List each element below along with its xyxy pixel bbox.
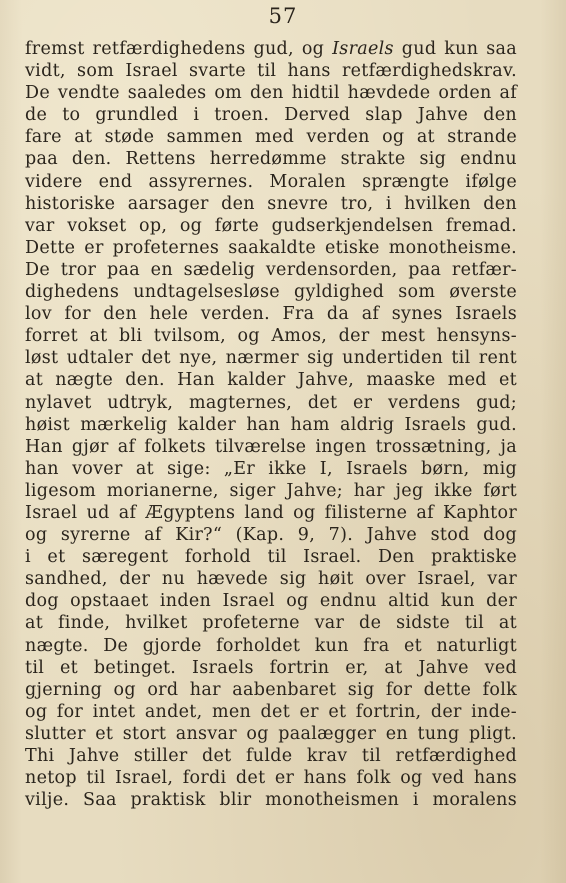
text-line: de to grundled i troen. Derved slap Jahve den <box>25 105 517 126</box>
text-line: løst udtaler det nye, nærmer sig undertiden til rent <box>25 348 517 369</box>
text-line: sandhed, der nu hævede sig høit over Israel, var <box>25 569 517 590</box>
text-line: at finde, hvilket profeterne var de sidste til at <box>25 613 517 634</box>
text-line: paa den. Rettens herredømme strakte sig endnu <box>25 149 517 170</box>
text-line: De tror paa en sædelig verdensorden, paa retfær- <box>25 259 517 280</box>
text-line: fare at støde sammen med verden og at strande <box>25 127 517 148</box>
text-line: vilje. Saa praktisk blir monotheismen i moralens <box>25 790 517 811</box>
text-fragment: fremst retfærdighedens gud, og <box>25 39 333 59</box>
text-line: vidt, som Israel svarte til hans retfærdighedskrav. <box>25 61 517 82</box>
text-line: netop til Israel, fordi det er hans folk og ved hans <box>25 768 517 789</box>
text-line: Israel ud af Ægyptens land og filisterne af Kaphtor <box>25 502 517 523</box>
text-line: De vendte saaledes om den hidtil hævdede orden af <box>25 83 517 104</box>
text-line: at nægte den. Han kalder Jahve, maaske med et <box>25 370 517 391</box>
text-line: Thi Jahve stiller det fulde krav til retfærdighed <box>25 746 517 766</box>
body-text <box>25 38 517 811</box>
text-line: i et særegent forhold til Israel. Den praktiske <box>25 547 517 568</box>
text-line: slutter et stort ansvar og paalægger en tung pligt. <box>25 723 517 744</box>
italic-word: Israels <box>332 39 394 59</box>
text-line: var vokset op, og førte gudserkjendelsen fremad. <box>25 215 517 236</box>
text-line: han vover at sige: „Er ikke I, Israels børn, mig <box>25 458 517 479</box>
text-line: dog opstaaet inden Israel og endnu altid kun der <box>25 591 517 612</box>
text-line <box>25 38 517 60</box>
text-line: nylavet udtryk, magternes, det er verdens gud; <box>25 392 517 413</box>
text-line: gjerning og ord har aabenbaret sig for dette folk <box>25 679 517 700</box>
text-line: dighedens undtagelsesløse gyldighed som øverste <box>25 282 517 303</box>
text-line: Han gjør af folkets tilværelse ingen trossætning, ja <box>25 436 517 457</box>
text-line: til et betinget. Israels fortrin er, at Jahve ved <box>25 657 517 678</box>
text-line: historiske aarsager den snevre tro, i hvilken den <box>25 193 517 214</box>
text-line: ligesom morianerne, siger Jahve; har jeg ikke ført <box>25 480 517 501</box>
text-fragment: gud kun saa <box>393 39 517 59</box>
text-line: Dette er profeternes saakaldte etiske monotheisme. <box>25 237 517 258</box>
text-line: lov for den hele verden. Fra da af synes Israels <box>25 304 517 325</box>
text-line: og for intet andet, men det er et fortrin, der inde- <box>25 701 517 722</box>
text-line: og syrerne af Kir?“ (Kap. 9, 7). Jahve stod dog <box>25 525 517 546</box>
text-line: høist mærkelig kalder han ham aldrig Israels gud. <box>25 414 517 435</box>
text-line: videre end assyrernes. Moralen sprængte ifølge <box>25 171 517 192</box>
page-number: 57 <box>268 4 298 28</box>
text-line: forret at bli tvilsom, og Amos, der mest hensyns- <box>25 326 517 347</box>
text-line: nægte. De gjorde forholdet kun fra et naturligt <box>25 635 517 656</box>
